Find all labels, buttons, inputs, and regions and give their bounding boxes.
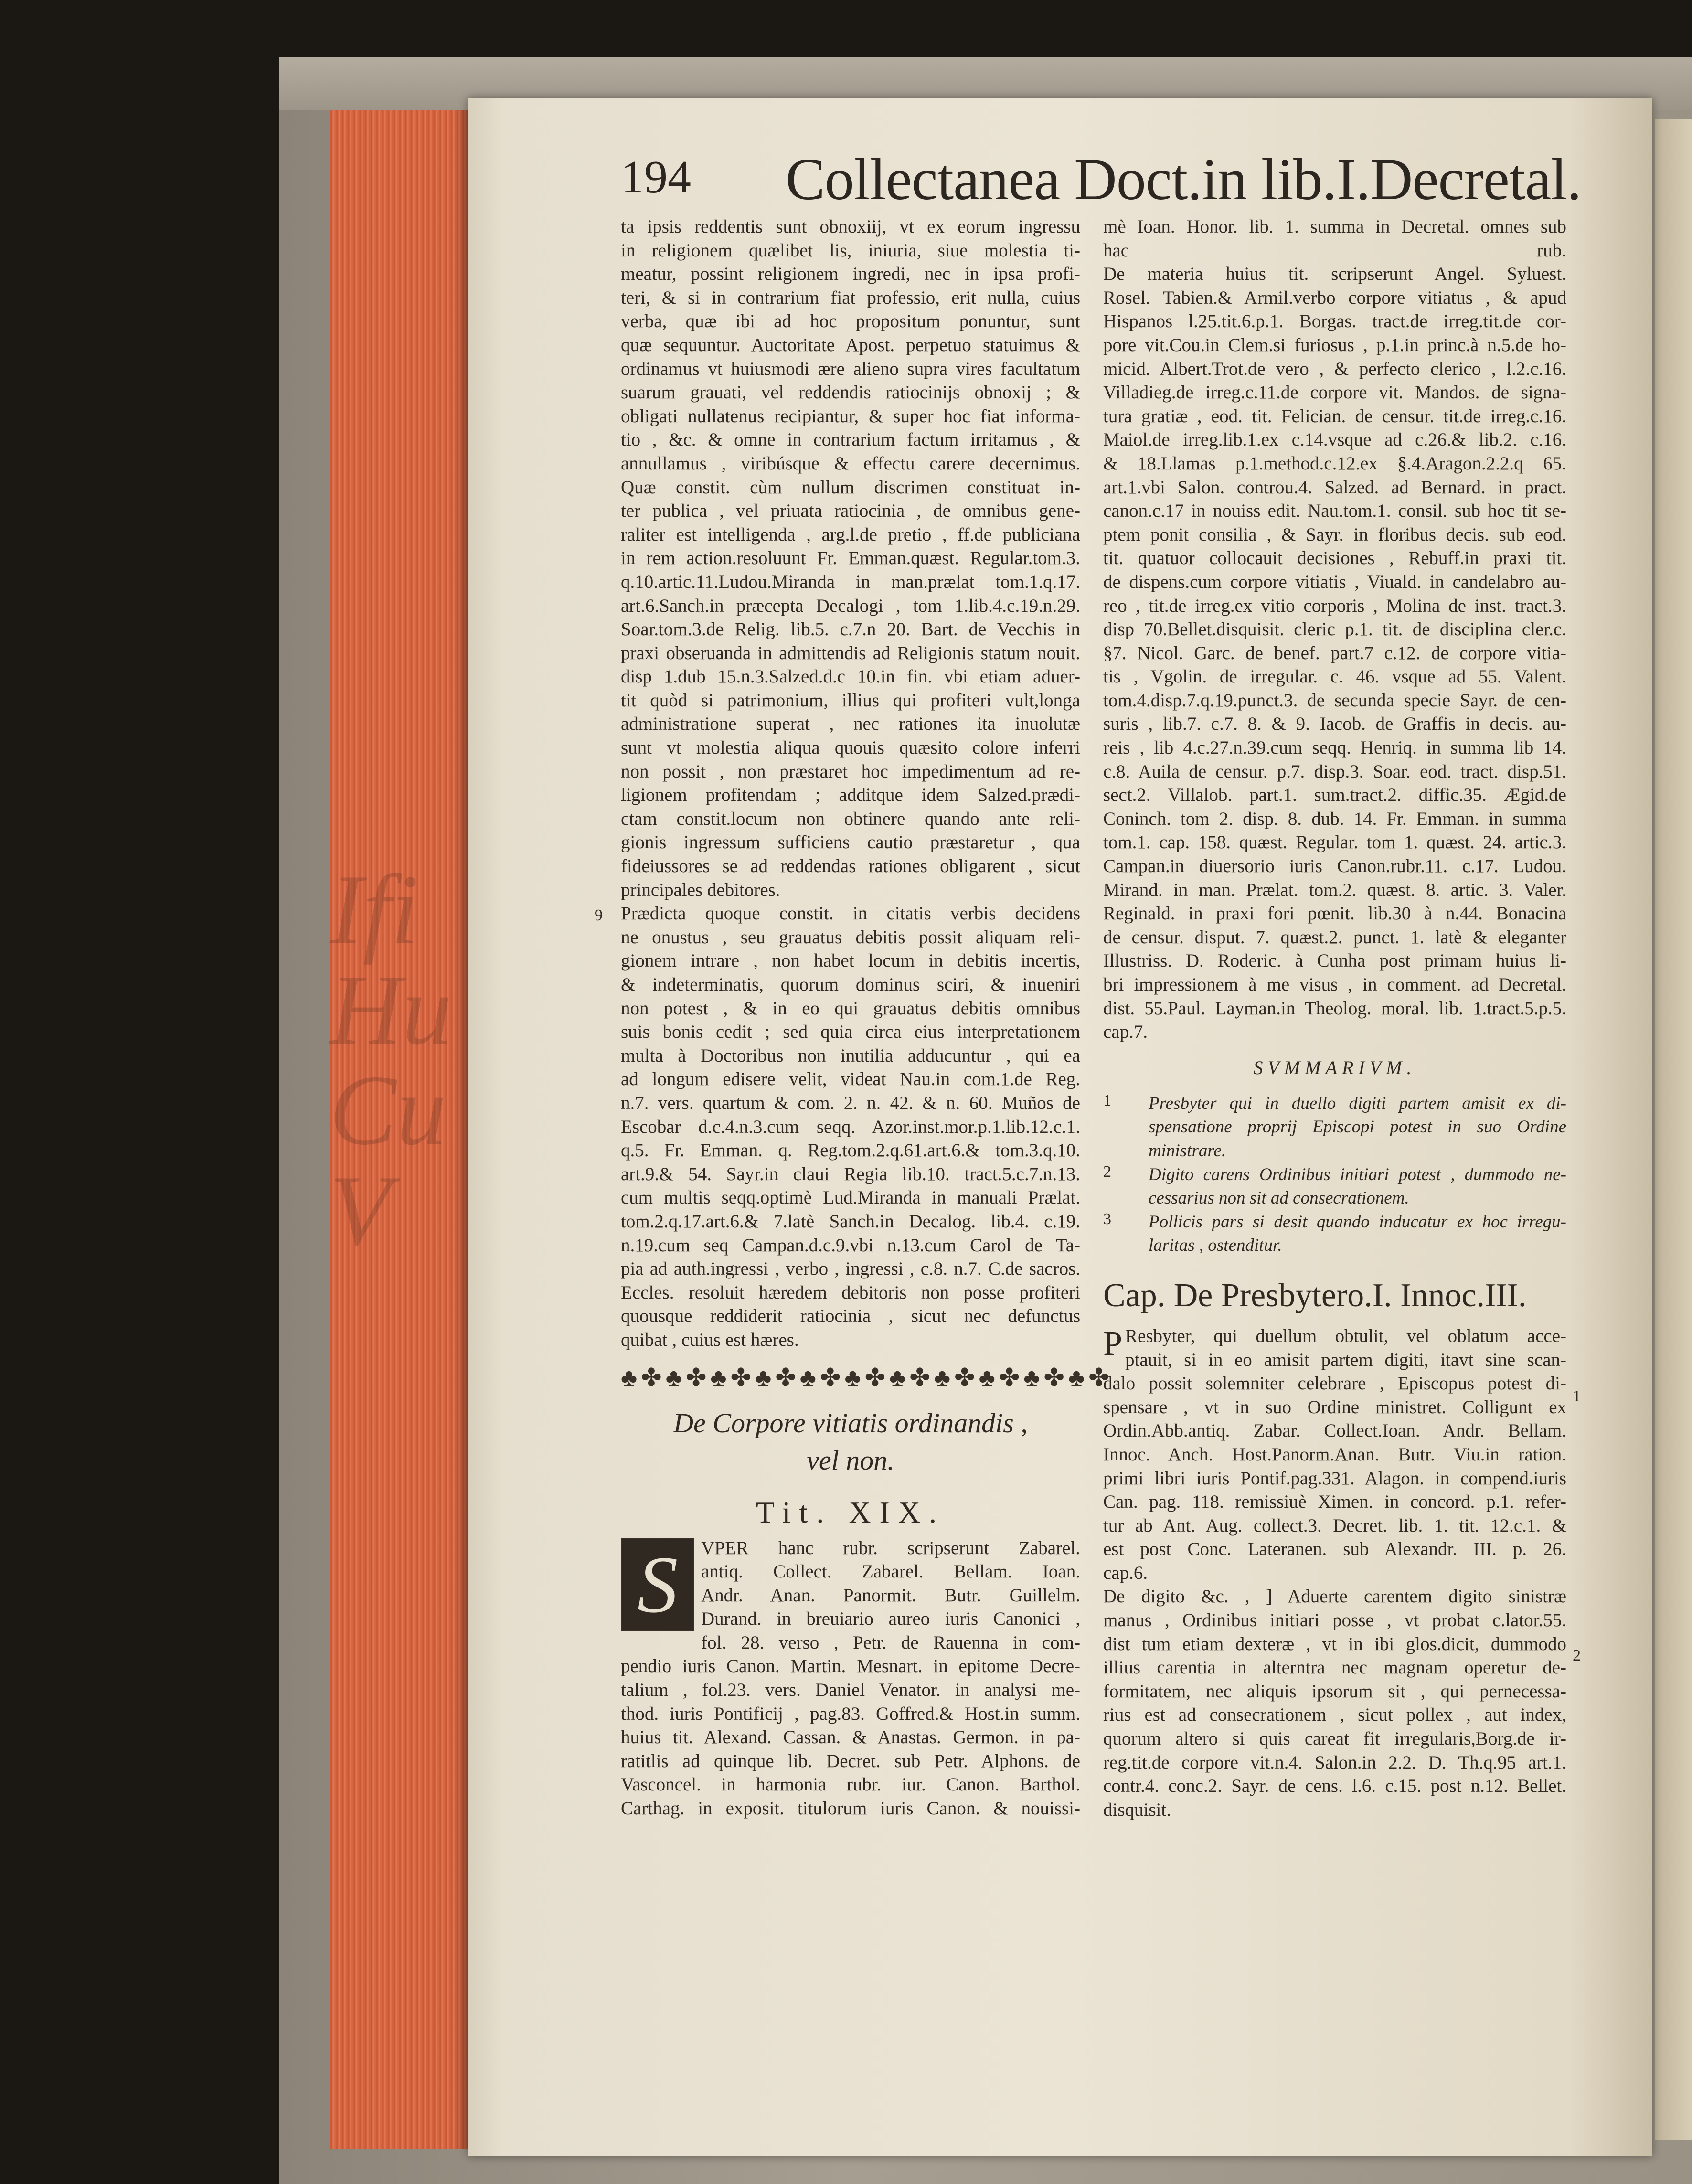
text-line: tur ab Ant. Aug. collect.3. Decret. lib. 1. tit. 12.c.1. &: [1103, 1515, 1566, 1536]
text-line: n.19.cum seq Campan.d.c.9.vbi n.13.cum Carol de Ta-: [621, 1235, 1080, 1256]
text-line: Coninch. tom 2. disp. 8. dub. 14. Fr. Emman. in summa: [1103, 808, 1566, 829]
right-column: [1103, 215, 1566, 1822]
text-line: de dispens.cum corpore vitiatis , Viuald. in candelabro au-: [1103, 571, 1566, 592]
opening-continuation-lines: [621, 1654, 1080, 1820]
text-line: huius tit. Alexand. Cassan. & Anastas. Germon. in pa-: [621, 1727, 1080, 1748]
text-line: non potest , & in eo qui grauatus debitis omnibus: [621, 998, 1080, 1019]
text-line: suris , lib.7. c.7. 8. & 9. Iacob. de Graffis in decis. au-: [1103, 714, 1566, 735]
text-line: art.6.Sanch.in præcepta Decalogi , tom 1.lib.4.c.19.n.29.: [621, 595, 1080, 616]
text-line: art.9.& 54. Sayr.in claui Regia lib.10. tract.5.c.7.n.13.: [621, 1163, 1080, 1184]
text-line: tio , &c. & omne in contrarium factum irritamus , &: [621, 429, 1080, 450]
text-line: non possit , non præstaret hoc impedimentum ad re-: [621, 761, 1080, 782]
text-line: antiq. Collect. Zabarel. Bellam. Ioan.: [701, 1561, 1080, 1582]
text-line: Prædicta quoque constit. in citatis verbis decidens: [621, 903, 1080, 924]
text-line: tom.1. cap. 158. quæst. Regular. tom 1. quæst. 24. artic.3.: [1103, 832, 1566, 853]
summarium-list: [1103, 1092, 1566, 1257]
text-line: Vasconcel. in harmonia rubr. iur. Canon. Barthol.: [621, 1774, 1080, 1795]
text-line: primi libri iuris Pontif.pag.331. Alagon. in compend.iuris: [1103, 1468, 1566, 1489]
text-line: verba, quæ ibi ad hoc propositum ponuntur, sunt: [621, 311, 1080, 332]
text-line: q.5. Fr. Emman. q. Reg.tom.2.q.61.art.6.& tom.3.q.10.: [621, 1140, 1080, 1161]
text-line: in rem action.resoluunt Fr. Emman.quæst. Regular.tom.3.: [621, 548, 1080, 569]
text-line: illius carentia in alterntra nec magnam operetur de-: [1103, 1657, 1566, 1678]
text-line: quousque reddiderit ratiocinia , sicut nec defunctus: [621, 1306, 1080, 1327]
summarium-item: [1103, 1092, 1566, 1163]
text-line: cap.7.: [1103, 1022, 1148, 1043]
summarium-item: [1103, 1210, 1566, 1257]
text-line: sunt vt molestia aliqua quouis quæsito colore inferri: [621, 737, 1080, 758]
text-line: Innoc. Anch. Host.Panorm.Anan. Butr. Viu.in ration.: [1103, 1444, 1566, 1465]
text-line: Campan.in diuersorio iuris Canon.rubr.11. c.17. Ludou.: [1103, 856, 1566, 877]
text-line: fol. 28. verso , Petr. de Rauenna in com-: [701, 1632, 1080, 1653]
text-line: reg.tit.de corpore vit.n.4. Salon.in 2.2. D. Th.q.95 art.1.: [1103, 1752, 1566, 1773]
summarium-heading: SVMMARIVM.: [1253, 1056, 1416, 1078]
text-line: pia ad auth.ingressi , verbo , ingressi , c.8. n.7. C.de sacros.: [621, 1258, 1080, 1279]
right-paragraph-literature: [1103, 215, 1566, 1044]
text-line: §7. Nicol. Garc. de benef. part.7 c.12. de corpore vitia-: [1103, 642, 1566, 663]
text-line: de censur. disput. 7. quæst.2. punct. 1. latè & eleganter: [1103, 927, 1566, 948]
text-line: ter publica , vel priuata ratiocinia , de omnibus gene-: [621, 501, 1080, 522]
text-line: tis , Vgolin. de irregular. c. 46. vsque ad 55. Valent.: [1103, 666, 1566, 687]
page-number: 194: [621, 151, 691, 203]
running-head: Collectanea Doct.in lib.I.Decretal.: [786, 147, 1581, 212]
left-paragraph-constitution: [621, 215, 1080, 902]
ornament-band: ♣✤♣✤♣✤♣✤♣✤♣✤♣✤♣✤♣✤♣✤♣✤: [621, 1364, 1113, 1392]
summarium-line: laritas , ostenditur.: [1149, 1236, 1282, 1256]
text-line: manus , Ordinibus initiari posse , vt probat c.lator.55.: [1103, 1610, 1566, 1631]
text-line: cum multis seqq.optimè Lud.Miranda in manuali Prælat.: [621, 1187, 1080, 1208]
text-line: ratitlis ad quinque lib. Decret. sub Petr. Alphons. de: [621, 1750, 1080, 1771]
text-line: Carthag. in exposit. titulorum iuris Canon. & nouissi-: [621, 1798, 1080, 1819]
summarium-line: Digito carens Ordinibus initiari potest , dummodo ne-: [1149, 1164, 1566, 1184]
text-line: formitatem, nec aliquis ipsorum sit , qui pernecessa-: [1103, 1681, 1566, 1702]
summarium-line: Pollicis pars si desit quando inducatur ex hoc irregu-: [1149, 1212, 1566, 1232]
text-line: reis , lib 4.c.27.n.39.cum seqq. Henriq. in summa lib 14.: [1103, 737, 1566, 758]
chapter-heading: Cap. De Presbytero.I. Innoc.III.: [1103, 1277, 1527, 1314]
facing-page-edge: [1655, 119, 1692, 2140]
text-line: disp 1.dub 15.n.3.Salzed.d.c 10.in fin. vbi etiam aduer-: [621, 666, 1080, 687]
text-line: ta ipsis reddentis sunt obnoxiij, vt ex eorum ingressu: [621, 216, 1080, 237]
text-line: teri, & si in contrarium fiat professio, erit nulla, cuius: [621, 287, 1080, 308]
text-line: meatur, possint religionem ingredi, nec in ipsa profi-: [621, 264, 1080, 285]
text-line: annullamus , viribúsque & effectu carere decernimus.: [621, 453, 1080, 474]
chapter-first-lines: [1103, 1324, 1566, 1372]
summarium-item: [1103, 1163, 1566, 1210]
text-line: bri impressionem à me visus , in comment. ad Decretal.: [1103, 974, 1566, 995]
text-line: Illustriss. D. Roderic. à Cunha post primam huius li-: [1103, 950, 1566, 971]
summarium-line: Presbyter qui in duello digiti partem amisit ex di-: [1149, 1093, 1566, 1113]
text-line: Eccles. resoluit hæredem debitoris non posse profiteri: [621, 1282, 1080, 1303]
text-line: dist. 55.Paul. Layman.in Theolog. moral. lib. 1.tract.5.p.5.: [1103, 998, 1566, 1019]
summarium-line: cessarius non sit ad consecrationem.: [1149, 1188, 1409, 1208]
summarium-item-number: 2: [1103, 1162, 1111, 1181]
chapter-continuation-lines: [1103, 1372, 1566, 1585]
text-line: art.1.vbi Salon. controu.4. Salzed. ad Bernard. in pract.: [1103, 477, 1566, 498]
text-line: q.10.artic.11.Ludou.Miranda in man.prælat tom.1.q.17.: [621, 571, 1080, 592]
text-line: tit quòd si patrimonium, illius qui profiteri vult,longa: [621, 690, 1080, 711]
text-line: raliter est intelligenda , arg.l.de pretio , ff.de publiciana: [621, 524, 1080, 545]
text-line: & 18.Llamas p.1.method.c.12.ex §.4.Aragon.2.2.q 65.: [1103, 453, 1566, 474]
text-line: Ordin.Abb.antiq. Zabar. Collect.Ioan. Andr. Bellam.: [1103, 1420, 1566, 1441]
text-line: De digito &c. , ] Aduerte carentem digito sinistræ: [1103, 1586, 1566, 1607]
left-paragraph-praedicta: [621, 902, 1080, 1352]
summarium-line: ministrare.: [1149, 1140, 1226, 1161]
text-line: Resbyter, qui duellum obtulit, vel oblatum acce-: [1125, 1325, 1566, 1346]
text-line: ad longum edisere velit, videat Nau.in com.1.de Reg.: [621, 1069, 1080, 1090]
text-line: cap.6.: [1103, 1562, 1148, 1583]
text-line: Durand. in breuiario aureo iuris Canonici ,: [701, 1609, 1080, 1630]
text-line: ctam constit.locum non obtinere quando ante reli-: [621, 808, 1080, 829]
text-line: obligati nullatenus recipiantur, & super hoc fiat informa-: [621, 405, 1080, 426]
text-line: sect.2. Villalob. part.1. sum.tract.2. diffic.35. Ægid.de: [1103, 785, 1566, 806]
commentary-de-digito: [1103, 1585, 1566, 1822]
text-line: pendio iuris Canon. Martin. Mesnart. in epitome Decre-: [621, 1656, 1080, 1677]
text-line: tit. quatuor collocauit decisiones , Rebuff.in praxi tit.: [1103, 548, 1566, 569]
chapter-paragraph-presbyter: [1103, 1324, 1566, 1585]
text-line: praxi obseruanda in admittendis ad Religionis statum nouit.: [621, 642, 1080, 663]
text-line: De materia huius tit. scripserunt Angel. Syluest.: [1103, 264, 1566, 285]
text-line: ptem ponit consilia , & Sayr. in floribus decis. sub eod.: [1103, 524, 1566, 545]
text-line: multa à Doctoribus non inutilia adducuntur , qui ea: [621, 1045, 1080, 1066]
text-line: dalo possit solemniter celebrare , Episcopus potest di-: [1103, 1373, 1566, 1394]
text-line: quibat , cuius est hæres.: [621, 1329, 799, 1350]
text-line: suis bonis cedit ; sed quia circa eius interpretationem: [621, 1022, 1080, 1043]
text-line: Andr. Anan. Panormit. Butr. Guillelm.: [701, 1585, 1080, 1606]
text-line: disquisit.: [1103, 1799, 1171, 1820]
text-line: VPER hanc rubr. scripserunt Zabarel.: [701, 1537, 1080, 1558]
text-line: in religionem quælibet lis, iniuria, siue molestia ti-: [621, 240, 1080, 261]
text-line: Maiol.de irreg.lib.1.ex c.14.vsque ad c.26.& lib.2. c.16.: [1103, 429, 1566, 450]
text-line: est post Conc. Lateranen. sub Alexandr. III. p. 26.: [1103, 1539, 1566, 1560]
section-title-line-1: De Corpore vitiatis ordinandis ,: [673, 1407, 1028, 1438]
text-line: tom.4.disp.7.q.19.punct.3. de secunda specie Sayr. de cen-: [1103, 690, 1566, 711]
summarium-item-number: 1: [1103, 1091, 1111, 1109]
marginal-number-1: 1: [1573, 1387, 1581, 1405]
text-line: Villadieg.de irreg.c.11.de corpore vit. Mandos. de signa-: [1103, 382, 1566, 403]
text-line: pore vit.Cou.in Clem.si furiosus , p.1.in princ.à n.5.de ho-: [1103, 334, 1566, 355]
text-line: Can. pag. 118. remissiuè Ximen. in concord. p.1. refer-: [1103, 1492, 1566, 1513]
text-line: gionis ingressum sufficiens cautio præstaretur , qua: [621, 832, 1080, 853]
text-line: ptauit, si in eo amisit partem digiti, itavt sine scan-: [1125, 1349, 1566, 1370]
text-line: thod. iuris Pontificij , pag.83. Goffred.& Host.in summ.: [621, 1703, 1080, 1724]
text-line: ordinamus vt huiusmodi ære alieno supra vires facultatum: [621, 358, 1080, 379]
text-line: disp 70.Bellet.disquisit. cleric p.1. tit. de disciplina cler.c.: [1103, 619, 1566, 640]
text-line: Hispanos l.25.tit.6.p.1. Borgas. tract.de irreg.tit.de cor-: [1103, 311, 1566, 332]
text-line: hac rub.: [1103, 240, 1566, 261]
text-line: suarum grauati, vel reddendis ratiocinijs obnoxij ; &: [621, 382, 1080, 403]
title-number: Tit. XIX.: [756, 1495, 946, 1529]
text-line: talium , fol.23. vers. Daniel Venator. in analysi me-: [621, 1680, 1080, 1701]
text-line: gionem intrare , non habet locum in debitis incertis,: [621, 950, 1080, 971]
text-line: Rosel. Tabien.& Armil.verbo corpore vitiatus , & apud: [1103, 287, 1566, 308]
drop-cap-initial: S: [621, 1538, 694, 1631]
summarium-item-number: 3: [1103, 1210, 1111, 1228]
text-line: c.8. Auila de censur. p.7. disp.3. Soar. eod. tract. disp.51.: [1103, 761, 1566, 782]
initial-letter-p: P: [1103, 1324, 1123, 1363]
text-line: ligionem profitendam ; additque idem Salzed.prædi-: [621, 785, 1080, 806]
left-column: [621, 215, 1113, 1821]
text-line: & indeterminatis, quorum dominus sciri, & inueniri: [621, 974, 1080, 995]
marginal-number-2: 2: [1573, 1647, 1581, 1664]
page-header: [621, 146, 1581, 217]
text-line: Reginald. in praxi fori pœnit. lib.30 à n.44. Bonacina: [1103, 903, 1566, 924]
text-line: quorum altero si quis careat fit irregularis,Borg.de ir-: [1103, 1728, 1566, 1749]
text-line: principales debitores.: [621, 879, 780, 900]
text-line: fideiussores se ad reddendas rationes obligarent , sicut: [621, 856, 1080, 877]
section-title-line-2: vel non.: [807, 1444, 894, 1476]
text-line: dist tum etiam dexteræ , vt in ibi glos.dicit, dummodo: [1103, 1633, 1566, 1654]
text-line: mè Ioan. Honor. lib. 1. summa in Decretal. omnes sub: [1103, 216, 1566, 237]
marginal-number-9: 9: [595, 906, 603, 924]
text-line: spensare , vt in suo Ordine ministret. Colligunt ex: [1103, 1396, 1566, 1417]
text-line: tom.2.q.17.art.6.& 7.latè Sanch.in Decalog. lib.4. c.19.: [621, 1211, 1080, 1232]
text-line: Escobar d.c.4.n.3.cum seqq. Azor.inst.mor.p.1.lib.12.c.1.: [621, 1116, 1080, 1137]
text-line: micid. Albert.Trot.de vero , & perfecto clerico , l.2.c.16.: [1103, 358, 1566, 379]
text-line: reo , tit.de irreg.ex vitio corporis , Molina de inst. tract.3.: [1103, 595, 1566, 616]
text-line: Quæ constit. cùm nullum discrimen constituat in-: [621, 477, 1080, 498]
summarium-line: spensatione proprij Episcopi potest in suo Ordine: [1149, 1117, 1566, 1137]
opening-paragraph: [621, 1536, 1080, 1655]
text-line: canon.c.17 in nouiss edit. Nau.tom.1. consil. sub hoc tit se-: [1103, 501, 1566, 522]
text-line: administratione superat , nec rationes ita inuolutæ: [621, 714, 1080, 735]
text-line: n.7. vers. quartum & com. 2. n. 42. & n. 60. Muños de: [621, 1092, 1080, 1113]
text-line: ne onustus , seu grauatus debitis possit aliquam reli-: [621, 927, 1080, 948]
text-line: Mirand. in man. Prælat. tom.2. quæst. 8. artic. 3. Valer.: [1103, 879, 1566, 900]
text-line: contr.4. conc.2. Sayr. de cens. l.6. c.15. post n.12. Bellet.: [1103, 1776, 1566, 1797]
text-line: Soar.tom.3.de Relig. lib.5. c.7.n 20. Bart. de Vecchis in: [621, 619, 1080, 640]
ink-bleed-through: Ifi Hu Cu V: [330, 854, 452, 1266]
text-line: quæ sequuntur. Auctoritate Apost. perpetuo statuimus &: [621, 334, 1080, 355]
text-line: rius est ad consecrationem , sicut pollex , aut index,: [1103, 1705, 1566, 1726]
text-line: tura gratiæ , eod. tit. Felician. de censur. tit.de irreg.c.16.: [1103, 405, 1566, 426]
